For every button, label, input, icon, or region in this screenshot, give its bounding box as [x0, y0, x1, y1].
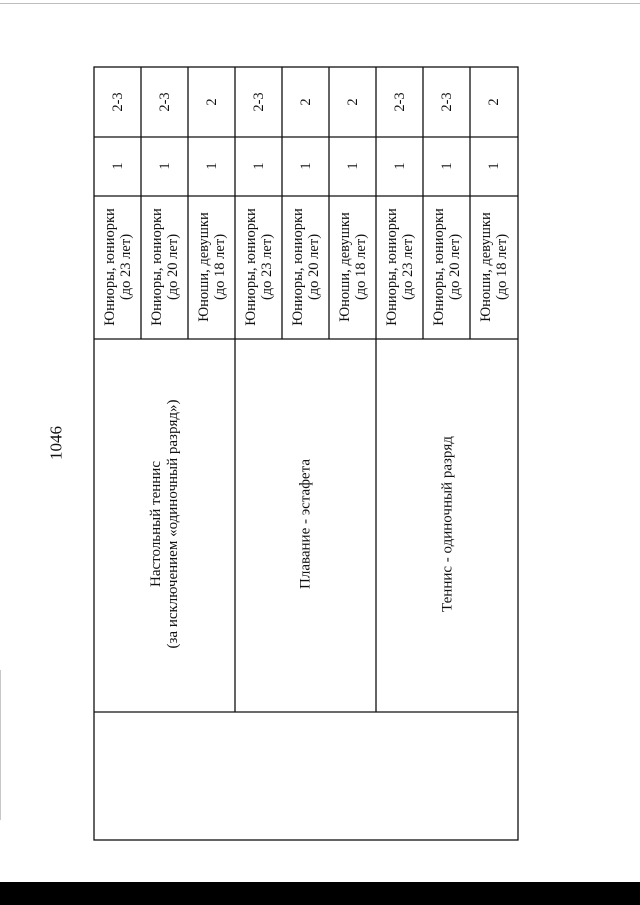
place-from-cell: 1 — [109, 162, 126, 170]
place-range-cell: 2-3 — [391, 92, 408, 112]
place-range-cell: 2-3 — [109, 92, 126, 112]
age-group-cell: Юноши, девушки (до 18 лет) — [477, 212, 510, 322]
place-from-cell: 1 — [203, 162, 220, 170]
age-group-cell: Юниоры, юниорки (до 23 лет) — [383, 208, 416, 326]
place-range-cell: 2 — [485, 98, 502, 106]
age-group-cell: Юниоры, юниорки (до 20 лет) — [430, 208, 463, 326]
sport-name: Настольный теннис (за исключением «одиночный разряд») — [148, 399, 181, 649]
place-range-cell: 2 — [344, 98, 361, 106]
place-from-cell: 1 — [438, 162, 455, 170]
age-group-cell: Юноши, девушки (до 18 лет) — [195, 212, 228, 322]
place-from-cell: 1 — [156, 162, 173, 170]
age-group-cell: Юноши, девушки (до 18 лет) — [336, 212, 369, 322]
place-range-cell: 2 — [297, 98, 314, 106]
sport-name: Плавание - эстафета — [297, 459, 314, 589]
place-range-cell: 2 — [203, 98, 220, 106]
place-range-cell: 2-3 — [438, 92, 455, 112]
place-range-cell: 2-3 — [250, 92, 267, 112]
age-group-cell: Юниоры, юниорки (до 23 лет) — [101, 208, 134, 326]
place-from-cell: 1 — [485, 162, 502, 170]
place-from-cell: 1 — [344, 162, 361, 170]
scan-bottom-bar — [0, 882, 640, 905]
sport-name: Теннис - одиночный разряд — [439, 436, 456, 612]
place-from-cell: 1 — [250, 162, 267, 170]
age-group-cell: Юниоры, юниорки (до 23 лет) — [242, 208, 275, 326]
place-range-cell: 2-3 — [156, 92, 173, 112]
age-group-cell: Юниоры, юниорки (до 20 лет) — [289, 208, 322, 326]
page-number: 1046 — [46, 426, 66, 460]
place-from-cell: 1 — [297, 162, 314, 170]
place-from-cell: 1 — [391, 162, 408, 170]
age-group-cell: Юниоры, юниорки (до 20 лет) — [148, 208, 181, 326]
